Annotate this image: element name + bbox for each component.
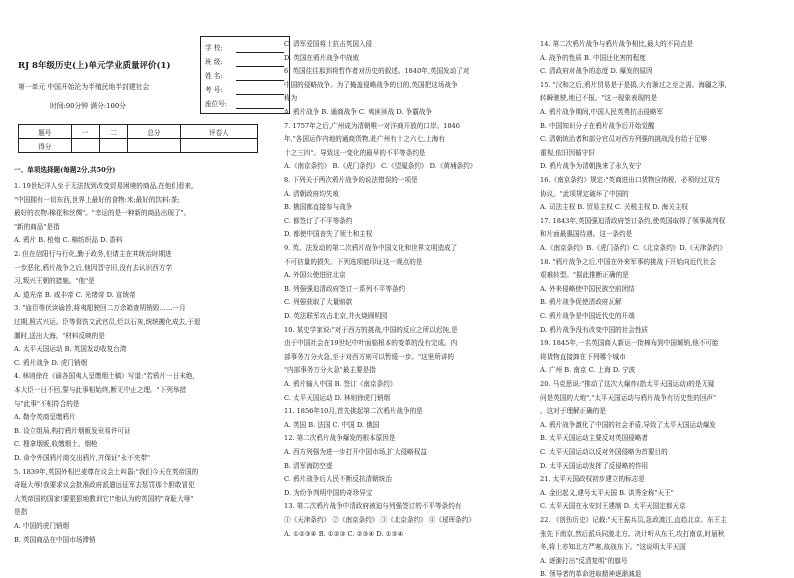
question-line: B. 设立组局,构打鸦片烟贩发贡易许可证 [14,426,131,435]
question-line: 奇耻大辱!我要求议会批准政府派遣远征军去惩罚那个胆敢冒犯 [14,481,195,490]
score-header-grader: 评卷人 [180,125,257,139]
question-line: C. 太平天国运动以反对外国侵略为首要目的 [540,448,668,456]
question-line: 12. 第二次鸦片战争爆发的根本原因是 [284,434,396,443]
question-line: A. 广州 B. 南京 C. 上海 D. 宁波 [540,366,636,375]
question-line: 转瞬驰驶,地已不报。"这一现象表现的是 [540,94,658,103]
question-line: 10. 某史学家说:"对于西方的挑战,中国的反应之所以迟钝,是 [284,325,458,334]
question-line: 是指 [14,508,28,517]
question-line: 9. 英、法发动的第二次鸦片战争中国文化和世界文明造成了 [284,244,458,252]
question-line: B. 列强强迫清政府签订一系列不平等条约 [284,284,406,293]
question-line: A. 鸦片战争激化了中国的社会矛盾,导致了太平天国运动爆发 [540,420,716,429]
question-line: C. 列强获取了大量赔款 [284,298,353,307]
exam-no-label: 考 号: [205,86,223,94]
question-line: B. 领导者的革命进取精神逐渐减退 [540,570,642,578]
question-line: 习,叛兴王朝的措施。"他"是 [14,277,95,286]
question-line: 7. 1757年之后,广州成为清朝唯一对洋商开放的口岸。1846 [284,121,460,130]
question-line: 部事务万分火急,至于对西方则可以暂缓一步。"这里所讲的 [284,352,454,361]
question-line: B. 俄国都直接参与战争 [284,203,353,212]
question-line: 称为 [284,94,298,103]
score-row-label: 得分 [19,139,72,153]
question-line: 十之三四"。导致这一变化的最早的不平等条约是 [284,148,426,157]
question-line: ①《天津条约》 ②《南京条约》 ③《北京条约》 ④《瑷珲条约》 [284,516,475,524]
question-line: C. 太平天国在永安封王建制 D. 太平天国定都天京 [540,502,686,511]
question-line: C. 都签订了不平等条约 [284,216,353,225]
question-line: 11. 1856年10月,首先挑起第二次鸦片战争的是 [284,407,423,416]
question-line: 将货物直接卸在下列哪个城市 [540,352,626,361]
question-line: 16.《南京条约》规定:"英商进出口货物应纳税、必须经过双方 [540,176,721,184]
question-line: "新的商品"是指 [14,222,60,231]
score-header-2: 二 [99,125,127,139]
question-line: A. 逐渐打出"反清复明"的旗号 [540,556,628,565]
question-line: D. 英法联军攻占北京,并火烧圆明园 [284,312,388,320]
question-line: 13. 第二次鸦片战争中清政府被迫与列强签订的不平等条约有 [284,502,462,511]
section1-heading: 一、单项选择题(每题2分,共50分) [14,166,116,174]
question-line: D. 都使中国丧失了领土和主权 [284,230,373,239]
question-line: 3. "庙臣等伏读谕旨,将夷船驶回二万余箱查明销毁……一月 [14,304,186,313]
question-line: 年,"各国运作内地的通商货物,赴广州有十之六七,上海有 [284,135,445,144]
question-line: 8. 下列关于两次鸦片战争的说法错误的一项是 [284,176,418,184]
question-line: B. 鸦片战争促使清政府瓦解 [540,298,622,307]
question-line: B. 太平天国运动主要反对英国侵略者 [540,434,648,443]
question-line: 4. 林则徐在《谕各国夷人呈缴烟土稿》写道:"若鸦片一日未绝, [14,372,195,381]
seat-no-label: 座位号: [205,100,228,108]
question-line: C. 清军爱国将士抗击英国入侵 [284,40,373,48]
score-cell-1[interactable] [71,139,99,153]
question-line: 本大臣一日不回,誓与此事相始终,断无中止之理。"下列举措 [14,386,187,394]
question-line: 1. 19世纪洋人至于无法找到改变贸易困境的商品,在他们看来, [14,182,194,190]
question-line: 协议。"此项规定破坏了中国的 [540,189,629,198]
question-line: C. 鸦片战争 D. 虎门销烟 [14,358,88,367]
question-line: C. 清政府对战争的态度 D. 爆发的原因 [540,67,653,76]
question-line: A. 鸦片 B. 枪炮 C. 棉纺织品 D. 香料 [14,236,123,245]
score-header-qno: 题号 [19,125,72,139]
question-line: 2. 但在信阳行与行化,勤于政务,但请主在其统治时期进 [14,250,172,258]
question-line: 重视,依旧因循守旧 [540,148,595,157]
question-line: A. 金田起义,建号太平天国 B. 洪秀全称"天王" [540,488,674,497]
question-line: D. 鸦片战争为清朝换来了永久安宁 [540,162,642,171]
question-line: 一步恶化,鸦片战争之后,他因晋守旧,没有去认识西方学 [14,263,172,272]
score-header-1: 一 [71,125,99,139]
question-line: A. 清朝政府均失败 [284,189,340,198]
question-line: A. 西方列强为进一步打开中国市场,扩大侵略权益 [284,448,427,456]
question-line: A. 外来侵略使中国民族空前团结 [540,284,635,293]
question-line: C. 搜拿烟贩,收缴烟土、烟枪 [14,440,98,449]
question-line: 由于中国社会在19世纪中叶面临根本的变革的没有完成。内 [284,339,458,348]
school-label: 学 校: [205,44,223,52]
question-line: 大英帝国的国家!要狠狠地教训它!"他认为的英国的"奇耻大辱" [14,494,194,503]
score-cell-grader[interactable] [180,139,257,153]
question-line: 。这对于理解正确的是 [540,407,606,416]
question-line: 和片面最惠国待遇。这一条约是 [540,230,633,239]
question-line: A. 勒令英商呈缴鸦片 [14,413,76,422]
question-line: A. 外国公使进驻北京 [284,271,346,280]
question-line: C. 太平天国运动 D. 林则徐虎门销烟 [284,393,391,402]
question-line: A. 英国 B. 法国 C. 中国 D. 俄国 [284,420,380,429]
question-line: A. ①②③④ B. ①②③ C. ②③④ D. ①③④ [284,529,404,538]
score-table [18,124,258,153]
question-line: A. 鸦片战争期间,中国人民英勇抗击侵略军 [540,108,664,116]
question-line: "中国拥有一切东西,世界上最好的食物:米;最好的饮料:茶; [14,195,180,204]
question-line: 19. 1845年,一名英国商人新运一批棉布到中国倾销,他不可能 [540,339,719,348]
question-line: 15. "汉和之后,鸦片贸易是于是捣,大有渐过之至之需。海疆之事, [540,80,727,89]
question-line: 6. 英国往往那到将哲作者对历史的叙述。1840年,英国发动了对 [284,67,470,76]
score-header-total: 总分 [128,125,181,139]
question-line: D. 命令外国鸦片商交出鸦片,并保证"永不夹带" [14,454,151,462]
question-line: 艰难转型。"据此推断正确的是 [540,271,629,280]
question-line: 与"此事"不相符合的是 [14,399,80,408]
question-line: 17. 1843年,英国强迫清政府签订条约,使英国取得了领事裁判权 [540,216,726,225]
question-line: 冬,将士亦知北方严寒,故战东下。"这说明太平天国 [540,543,686,552]
question-line: C. 鸦片战争后人民不断反抗清朝统治 [284,475,392,484]
question-line: B. 中国知识分子在鸦片战争后开始觉醒 [540,121,655,130]
question-line: 14. 第二次鸦片战争与鸦片战争相比,最大的不同点是 [540,40,694,48]
paper-title: RJ 8年级历史(上)单元学业质量评价(1) [18,61,171,71]
question-line: C. 清朝统治者和部分官员对西方列强的挑战没有给于足够 [540,135,708,144]
question-line: 5. 1839年,英国外相巴麦尊在议会上叫嚣:"我们今天在英帝国的 [14,467,199,476]
question-line: A.《南京条约》 B.《虎门条约》 C.《望厦条约》 D.《黄埔条约》 [284,162,477,171]
question-line: D. 英国在鸦片战争中战败 [284,53,360,62]
question-line: A. 鸦片输入中国 B. 签订《南京条约》 [284,380,397,388]
score-cell-total[interactable] [128,139,181,153]
question-line: A. 鸦片战争 B. 通商战争 C. 夷匪匪战 D. 争霸战争 [284,108,433,116]
question-line: A. 司法主权 B. 贸易主权 C. 关税主权 D. 海关主权 [540,203,689,212]
question-line: A. 战争的性质 B. 中国还化害的程度 [540,53,646,62]
question-line: C. 鸦片战争是中国近代史的开端 [540,312,635,320]
question-line: "内部事务万分火急"最主要是指 [284,366,376,375]
question-line: D. 鸦片战争没有改变中国的社会性质 [540,325,649,334]
column-right [534,0,794,578]
unit-title: 第一单元 中国开始沦为半殖民地半封建社会 [18,83,150,91]
question-line: B. 英国商品在中国市场滞销 [14,535,96,544]
class-label: 班 级: [205,58,223,66]
column-middle [274,0,529,561]
question-line: A. 太平天国运动 B. 英国发动收复台湾 [14,345,127,354]
score-cell-2[interactable] [99,139,127,153]
question-line: B. 清军海防空虚 [284,461,333,470]
time-score: 时间:90分钟 满分:100分 [50,102,126,110]
question-line: 问是英国的大炮","太平天国运动与鸦片战争有历史性的回声" [540,393,717,402]
question-line: A. 道光帝 B. 咸丰帝 C. 光绪帝 D. 宣统帝 [14,290,136,299]
question-line: 过期,照式兴运。臣等督饬文武官员,烂以石灰,统统搬化成去,于退 [14,318,201,326]
question-line: 中国的侵略战争。为了掩盖侵略战争的目的,英国把这场战争 [284,80,458,89]
question-line: A.《南京条约》B.《虎门条约》C.《北京条约》D.《天津条约》 [540,244,727,252]
question-line: D. 为纷争判明中国的奇珍异宝 [284,488,373,497]
question-line: 22. 《创伤历史》记载:"天王振兵员,急政渡江,直趋北京。东王主 [540,516,727,524]
question-line: 张先下南京,然后派兵同渡北方。决计听从东王,攻打南京,时届秋 [540,529,725,538]
question-line: A. 中国的虎门销烟 [14,522,70,530]
name-label: 姓 名: [205,72,223,80]
question-line: 不可估量的损失。下列选项能印证这一观点的是 [284,257,423,266]
question-line: D. 太平天国运动发挥了反侵略的作用 [540,461,649,470]
question-line: 21. 太平天国政权初步建立的标志是 [540,475,645,484]
question-line: 20. 马克思说:"推动了这次大爆炸(指太平天国运动)的是无疑 [540,380,715,388]
question-line: 最好的衣物:棉花和丝绸"。"幸运的是一种新的商品出现了"。 [14,209,191,218]
question-line: 潮时,送出大海。"材料反映的是 [14,331,105,340]
question-line: 18. "鸦片战争之后,中国在外来军事的挑战下开始向近代社会 [540,257,716,266]
